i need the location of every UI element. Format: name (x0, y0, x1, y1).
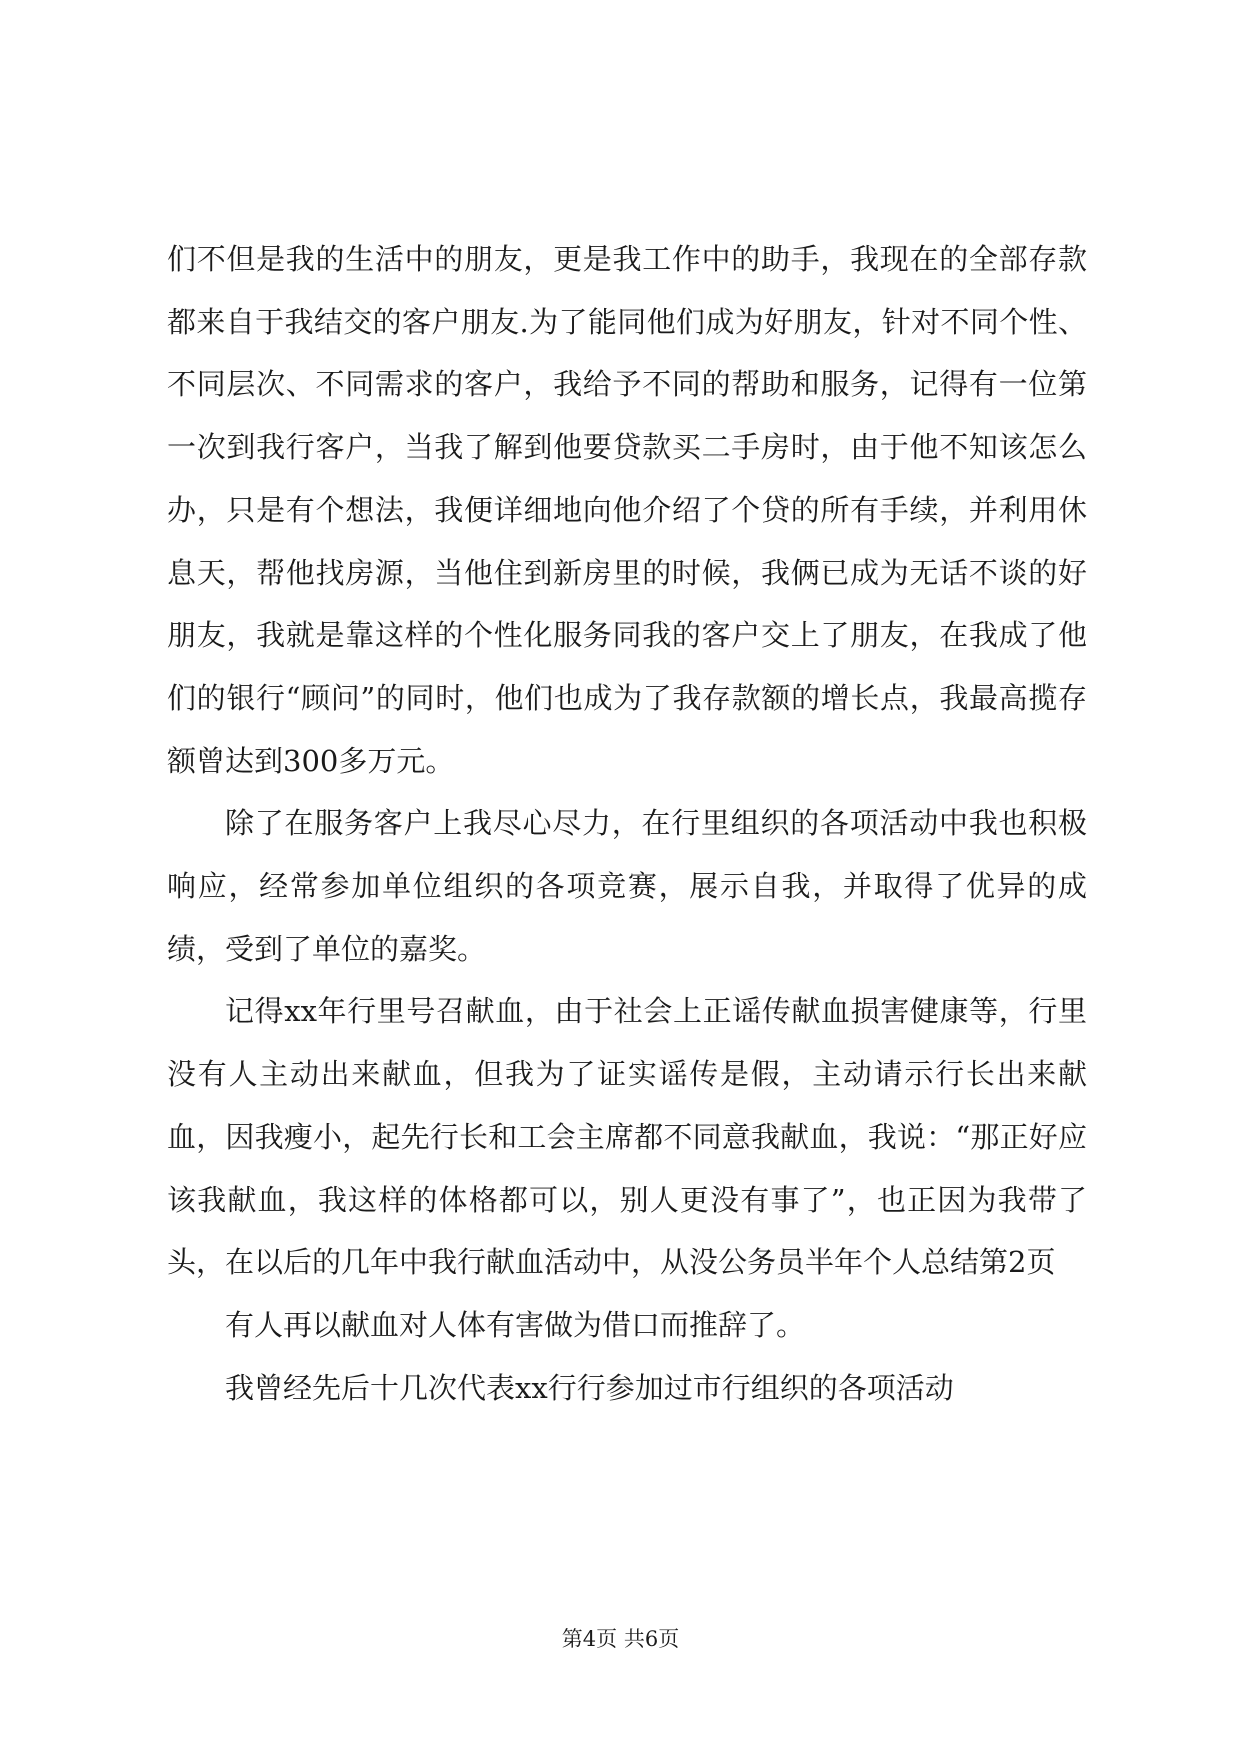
paragraph-1: 们不但是我的生活中的朋友，更是我工作中的助手，我现在的全部存款都来自于我结交的客户朋友.为了能同他们成为好朋友，针对不同个性、不同层次、不同需求的客户，我给予不同的帮助和服务，记得有一位第一次到我行客户，当我了解到他要贷款买二手房时，由于他不知该怎么办，只是有个想法，我便详细地向他介绍了个贷的所有手续，并利用休息天，帮他找房源，当他住到新房里的时候，我俩已成为无话不谈的好朋友，我就是靠这样的个性化服务同我的客户交上了朋友，在我成了他们的银行“顾问”的同时，他们也成为了我存款额的增长点，我最高揽存额曾达到300多万元。 (167, 242, 1087, 778)
paragraph-4: 有人再以献血对人体有害做为借口而推辞了。 (225, 1307, 806, 1342)
paragraph-5: 我曾经先后十几次代表xx行行参加过市行组织的各项活动 (225, 1370, 954, 1405)
paragraph-3: 记得xx年行里号召献血，由于社会上正谣传献血损害健康等，行里没有人主动出来献血，但我为了证实谣传是假，主动请示行长出来献血，因我瘦小，起先行长和工会主席都不同意我献血，我说：“那正好应该我献血，我这样的体格都可以，别人更没有事了”，也正因为我带了头，在以后的几年中我行献血活动中，从没公务员半年个人总结第2页 (167, 994, 1087, 1280)
page-footer: 第4页 共6页 (561, 1627, 680, 1651)
paragraph-2: 除了在服务客户上我尽心尽力，在行里组织的各项活动中我也积极响应，经常参加单位组织的各项竞赛，展示自我，并取得了优异的成绩，受到了单位的嘉奖。 (167, 806, 1087, 966)
body-text (167, 228, 1087, 1419)
